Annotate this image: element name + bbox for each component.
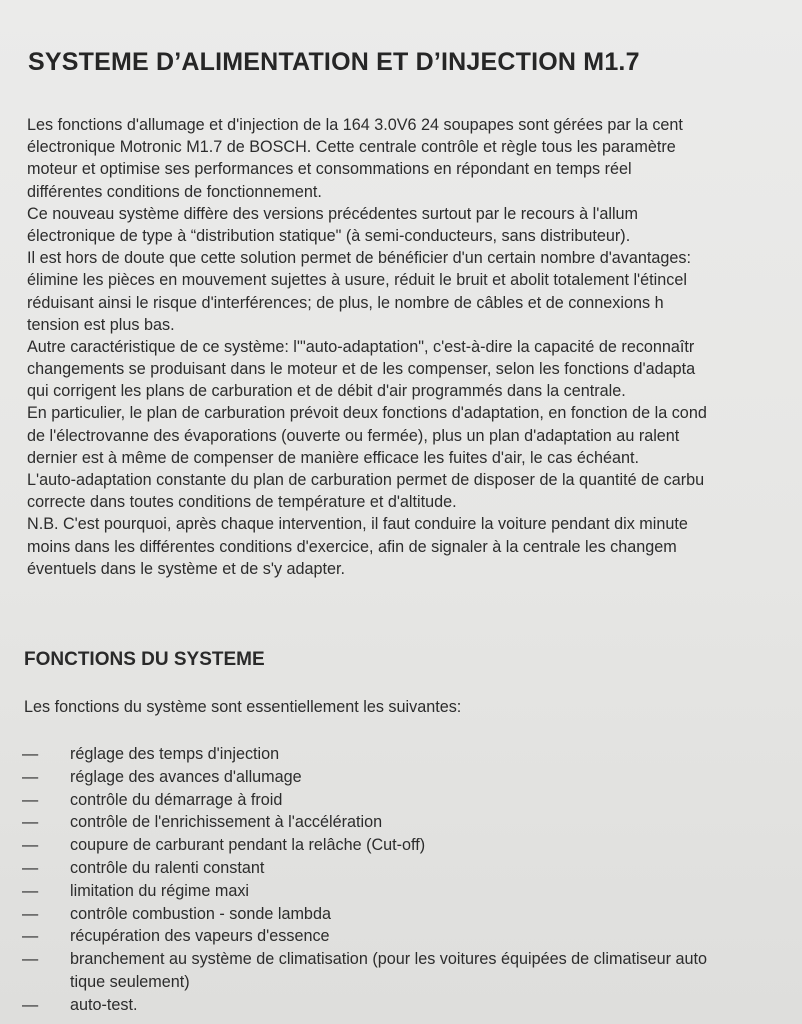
body-line: Ce nouveau système diffère des versions précédentes surtout par le recours à l'allum xyxy=(27,204,639,223)
list-item xyxy=(22,994,802,1017)
body-line: de l'électrovanne des évaporations (ouverte ou fermée), plus un plan d'adaptation au ralent xyxy=(27,426,680,445)
body-line: éventuels dans le système et de s'y adapter. xyxy=(27,559,346,578)
list-item xyxy=(22,880,802,903)
list-dash: — xyxy=(22,767,39,786)
list-dash: — xyxy=(22,790,39,809)
body-line: tension est plus bas. xyxy=(27,315,175,334)
section-title: FONCTIONS DU SYSTEME xyxy=(24,649,265,670)
list-dash: — xyxy=(22,927,39,946)
list-item xyxy=(22,925,802,948)
list-dash: — xyxy=(22,836,39,855)
list-dash: — xyxy=(22,813,39,832)
list-item xyxy=(22,789,802,812)
list-dash: — xyxy=(22,881,39,900)
body-line: Autre caractéristique de ce système: l'"auto-adaptation", c'est-à-dire la capacité de reconnaîtr xyxy=(27,337,695,356)
body-line: électronique de type à “distribution statique" (à semi-conducteurs, sans distributeur). xyxy=(27,226,631,245)
body-line: électronique Motronic M1.7 de BOSCH. Cette centrale contrôle et règle tous les paramètre xyxy=(27,138,676,157)
list-dash: — xyxy=(22,995,39,1014)
body-line: Les fonctions d'allumage et d'injection de la 164 3.0V6 24 soupapes sont gérées par la cent xyxy=(27,116,683,134)
list-item xyxy=(22,811,802,834)
list-item-text: limitation du régime maxi xyxy=(70,881,250,900)
body-line: réduisant ainsi le risque d'interférences; de plus, le nombre de câbles et de connexions h xyxy=(27,293,664,312)
list-item-text: contrôle du démarrage à froid xyxy=(70,790,283,809)
body-text xyxy=(27,114,802,580)
list-dash: — xyxy=(22,904,39,923)
list-item-text: réglage des avances d'allumage xyxy=(70,767,302,786)
list-dash: — xyxy=(22,745,39,763)
list-item-text: auto-test. xyxy=(70,995,138,1014)
section-intro: Les fonctions du système sont essentiellement les suivantes: xyxy=(24,698,462,716)
page-title: SYSTEME D’ALIMENTATION ET D’INJECTION M1.7 xyxy=(28,48,640,76)
list-item-text: coupure de carburant pendant la relâche (Cut-off) xyxy=(70,836,426,855)
list-item-text-line: tique seulement) xyxy=(70,972,190,991)
list-item-text: récupération des vapeurs d'essence xyxy=(70,927,330,946)
list-item-text-line: branchement au système de climatisation (pour les voitures équipées de climatiseur auto xyxy=(70,950,708,969)
list-item-text: contrôle combustion - sonde lambda xyxy=(70,904,331,923)
list-dash: — xyxy=(22,950,39,969)
body-line: Il est hors de doute que cette solution permet de bénéficier d'un certain nombre d'avantages: xyxy=(27,249,691,268)
list-item xyxy=(22,903,802,926)
body-line: moins dans les différentes conditions d'exercice, afin de signaler à la centrale les changem xyxy=(27,537,677,556)
list-dash: — xyxy=(22,858,39,877)
body-line: changements se produisant dans le moteur et de les compenser, selon les fonctions d'adapta xyxy=(27,360,696,379)
body-line: dernier est à même de compenser de manière efficace les fuites d'air, le cas échéant. xyxy=(27,448,639,467)
function-list xyxy=(22,743,802,1017)
body-line: correcte dans toutes conditions de température et d'altitude. xyxy=(27,493,457,512)
body-line: moteur et optimise ses performances et consommations en répondant en temps réel xyxy=(27,160,632,179)
body-line: élimine les pièces en mouvement sujettes à usure, réduit le bruit et abolit totalement l'étincel xyxy=(27,271,687,290)
list-item xyxy=(22,948,802,994)
list-item-text: contrôle de l'enrichissement à l'accélération xyxy=(70,813,383,832)
body-line: L'auto-adaptation constante du plan de carburation permet de disposer de la quantité de carbu xyxy=(27,471,705,489)
list-item-text xyxy=(70,948,707,994)
list-item-text: réglage des temps d'injection xyxy=(70,745,280,763)
list-item xyxy=(22,766,802,789)
body-line: qui corrigent les plans de carburation et de débit d'air programmés dans la centrale. xyxy=(27,382,626,401)
list-item xyxy=(22,743,802,766)
list-item xyxy=(22,857,802,880)
list-item-text: contrôle du ralenti constant xyxy=(70,858,265,877)
body-line: En particulier, le plan de carburation prévoit deux fonctions d'adaptation, en fonction de la cond xyxy=(27,404,707,423)
body-line: différentes conditions de fonctionnement. xyxy=(27,182,322,201)
body-line: N.B. C'est pourquoi, après chaque intervention, il faut conduire la voiture pendant dix minute xyxy=(27,515,688,534)
list-item xyxy=(22,834,802,857)
